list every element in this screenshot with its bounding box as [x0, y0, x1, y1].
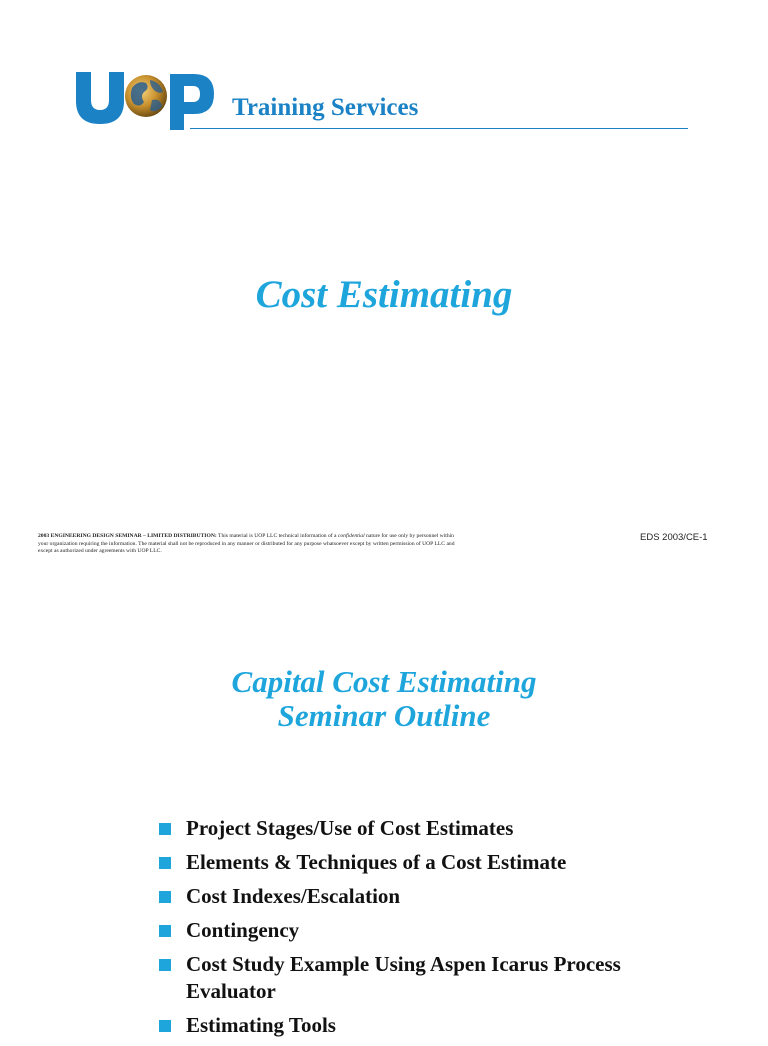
list-item — [158, 1012, 678, 1039]
list-item-label: Cost Study Example Using Aspen Icarus Process Evaluator — [186, 952, 621, 1003]
header-rule — [190, 128, 688, 129]
outline-title — [0, 665, 768, 733]
bullet-square-icon — [159, 1020, 171, 1032]
notice-lead: 2003 ENGINEERING DESIGN SEMINAR – LIMITED DISTRIBUTION: — [38, 533, 217, 539]
slide-title: Cost Estimating — [255, 273, 513, 316]
list-item-label: Cost Indexes/Escalation — [186, 884, 401, 908]
bullet-square-icon — [159, 891, 171, 903]
bullet-square-icon — [159, 823, 171, 835]
list-item-label: Contingency — [186, 918, 300, 942]
list-item — [158, 849, 678, 876]
outline-title-line1: Capital Cost Estimating — [231, 664, 537, 699]
list-item — [158, 917, 678, 944]
outline-list — [158, 815, 678, 1046]
bullet-square-icon — [159, 925, 171, 937]
notice-text-a: This material is UOP LLC technical information of a — [216, 533, 338, 539]
list-item — [158, 883, 678, 910]
list-item-label: Project Stages/Use of Cost Estimates — [186, 816, 514, 840]
bullet-square-icon — [159, 857, 171, 869]
confidentiality-notice — [38, 533, 458, 556]
list-item — [158, 815, 678, 842]
list-item-label: Estimating Tools — [186, 1013, 336, 1037]
bullet-square-icon — [159, 959, 171, 971]
list-item — [158, 951, 678, 1005]
outline-title-line2: Seminar Outline — [277, 698, 491, 733]
notice-italic: confidential — [337, 533, 365, 539]
list-item-label: Elements & Techniques of a Cost Estimate — [186, 850, 567, 874]
uop-logo — [74, 66, 216, 132]
notice-text-b: nature for use only by personnel within your organization requiring the information. The material shall not be reproduced in any manner or distributed for any purpose whatsoever except by written permission of UOP LLC and except as authorized under agreements with UOP LLC. — [38, 533, 455, 554]
slide-id: EDS 2003/CE-1 — [640, 532, 708, 543]
training-services-label: Training Services — [232, 94, 419, 121]
